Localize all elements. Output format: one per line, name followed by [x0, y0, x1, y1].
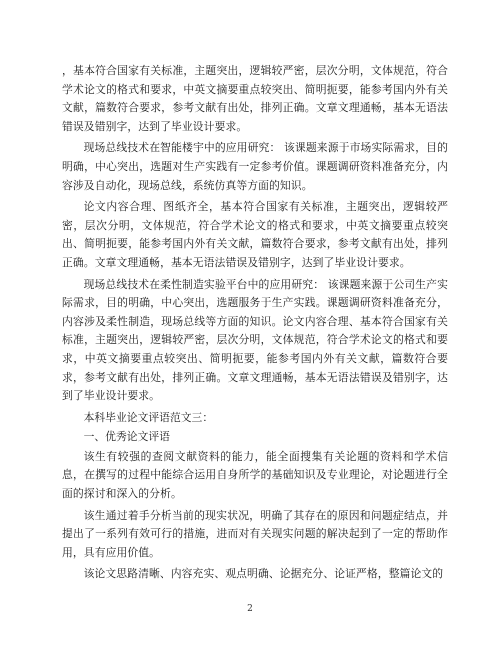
page-number: 2: [247, 604, 253, 614]
paragraph-practical-analysis: 该生通过着手分析当前的现实状况，明确了其存在的原因和问题症结点，并提出了一系列有效可行的措施，进而对有关现实问题的解决起到了一定的帮助作用，具有应用价值。: [62, 508, 448, 559]
document-body: [62, 62, 448, 587]
paragraph-flexible-manufacturing-evaluation: 现场总线技术在柔性制造实验平台中的应用研究： 该课题来源于公司生产实际需求，目的明确，中心突出，选题服务于生产实践。课题调研资料准备充分，内容涉及柔性制造，现场总线等方面的知识。论文内容合理、基本符合国家有关标准，主题突出，逻辑较严密，层次分明，文体规范，符合学术论文的格式和要求，中英文摘要重点较突出、简明扼要，能参考国内外有关文献，篇数符合要求，参考文献有出处，排列正确。文章文理通畅，基本无语法错误及错别字，达到了毕业设计要求。: [62, 277, 448, 403]
sample-heading: 本科毕业论文评语范文三：: [83, 410, 214, 424]
paragraph-literature-ability: 该生有较强的查阅文献资料的能力，能全面搜集有关论题的资料和学术信息，在撰写的过程中能综合运用自身所学的基础知识及专业理论，对论题进行全面的探讨和深入的分析。: [62, 449, 448, 501]
section-heading: 一、优秀论文评语: [83, 430, 170, 444]
paragraph-thesis-content-evaluation: 论文内容合理、图纸齐全，基本符合国家有关标准，主题突出，逻辑较严密，层次分明，文体规范，符合学术论文的格式和要求，中英文摘要重点较突出、简明扼要，能参考国内外有关文献，篇数符合要求，参考文献有出处，排列正确。文章文理通畅，基本无语法错误及错别字，达到了毕业设计要求。: [62, 200, 448, 269]
paragraph-continuation: ，基本符合国家有关标准，主题突出，逻辑较严密，层次分明，文体规范，符合学术论文的格式和要求，中英文摘要重点较突出、简明扼要，能参考国内外有关文献，篇数符合要求，参考文献有出处，排列正确。文章文理通畅，基本无语法错误及错别字，达到了毕业设计要求。: [62, 64, 448, 133]
paragraph-clear-thinking: 该论文思路清晰、内容充实、观点明确、论据充分、论证严格，整篇论文的: [83, 567, 444, 581]
paragraph-smart-building-evaluation: 现场总线技术在智能楼宇中的应用研究： 该课题来源于市场实际需求，目的明确，中心突出，选题对生产实践有一定参考价值。课题调研资料准备充分，内容涉及自动化，现场总线，系统仿真等方面的知识。: [62, 141, 448, 192]
